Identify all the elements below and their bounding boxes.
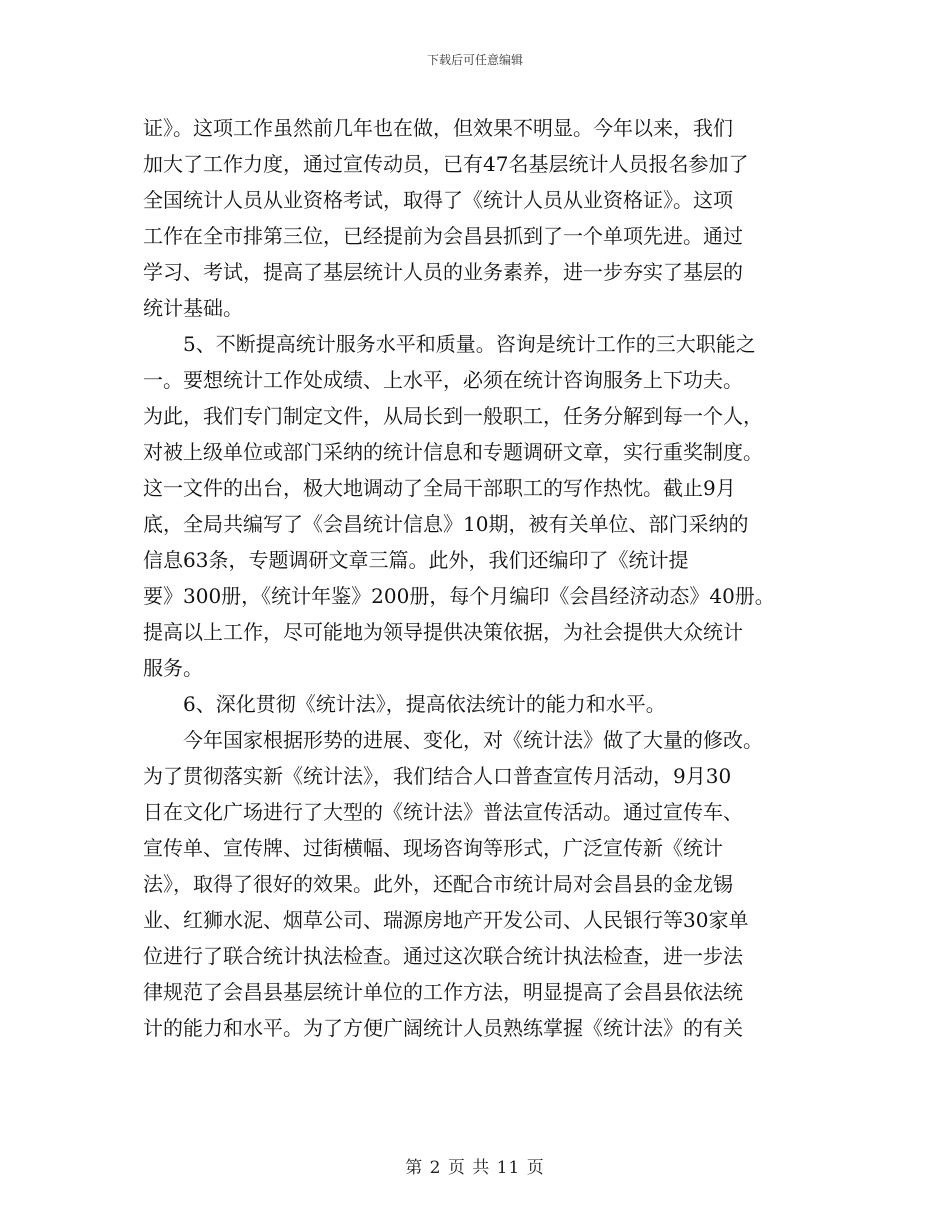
- text-line: 统计基础。: [143, 296, 243, 320]
- text-line: 为此，我们专门制定文件，从局长到一般职工，任务分解到每一个人，: [143, 404, 763, 428]
- text-line: 法》，取得了很好的效果。此外，还配合市统计局对会昌县的金龙锡: [143, 872, 733, 896]
- paragraph-5-heading-line: 5、不断提高统计服务水平和质量。咨询是统计工作的三大职能之: [143, 332, 756, 356]
- text-line: 信息63条，专题调研文章三篇。此外，我们还编印了《统计提: [143, 548, 689, 572]
- text-line: 底，全局共编写了《会昌统计信息》10期，被有关单位、部门采纳的: [143, 512, 749, 536]
- text-line: 对被上级单位或部门采纳的统计信息和专题调研文章，实行重奖制度。: [143, 440, 763, 464]
- text-line: 加大了工作力度，通过宣传动员，已有47名基层统计人员报名参加了: [143, 152, 749, 176]
- text-line: 计的能力和水平。为了方便广阔统计人员熟练掌握《统计法》的有关: [143, 1016, 743, 1040]
- text-line: 一。要想统计工作处成绩、上水平，必须在统计咨询服务上下功夫。: [143, 368, 743, 392]
- text-line: 提高以上工作，尽可能地为领导提供决策依据，为社会提供大众统计: [143, 620, 743, 644]
- page-header: 下载后可任意编辑: [426, 53, 523, 67]
- text-line: 学习、考试，提高了基层统计人员的业务素养，进一步夯实了基层的: [143, 260, 743, 284]
- text-line: 位进行了联合统计执法检查。通过这次联合统计执法检查，进一步法: [143, 944, 743, 968]
- text-line: 工作在全市排第三位，已经提前为会昌县抓到了一个单项先进。通过: [143, 224, 743, 248]
- text-line: 证》。这项工作虽然前几年也在做，但效果不明显。今年以来，我们: [143, 116, 733, 140]
- text-line: 日在文化广场进行了大型的《统计法》普法宣传活动。通过宣传车、: [143, 800, 743, 824]
- text-line: 宣传单、宣传牌、过街横幅、现场咨询等形式，广泛宣传新《统计: [143, 836, 723, 860]
- text-line: 为了贯彻落实新《统计法》，我们结合人口普查宣传月活动，9月30: [143, 764, 732, 788]
- text-line: 服务。: [143, 656, 203, 680]
- document-body: [143, 110, 823, 1046]
- text-line: 业、红狮水泥、烟草公司、瑞源房地产开发公司、人民银行等30家单: [143, 908, 749, 932]
- text-line: 这一文件的出台，极大地调动了全局干部职工的写作热忱。截止9月: [143, 476, 736, 500]
- section-6-heading: 6、深化贯彻《统计法》，提高依法统计的能力和水平。: [143, 692, 666, 716]
- text-line: 全国统计人员从业资格考试，取得了《统计人员从业资格证》。这项: [143, 188, 733, 212]
- page-number-footer: 第 2 页 共 11 页: [405, 1158, 545, 1178]
- text-line: 要》300册，《统计年鉴》200册，每个月编印《会昌经济动态》40册。: [143, 584, 775, 608]
- text-line: 今年国家根据形势的进展、变化，对《统计法》做了大量的修改。: [143, 728, 763, 752]
- text-line: 律规范了会昌县基层统计单位的工作方法，明显提高了会昌县依法统: [143, 980, 743, 1004]
